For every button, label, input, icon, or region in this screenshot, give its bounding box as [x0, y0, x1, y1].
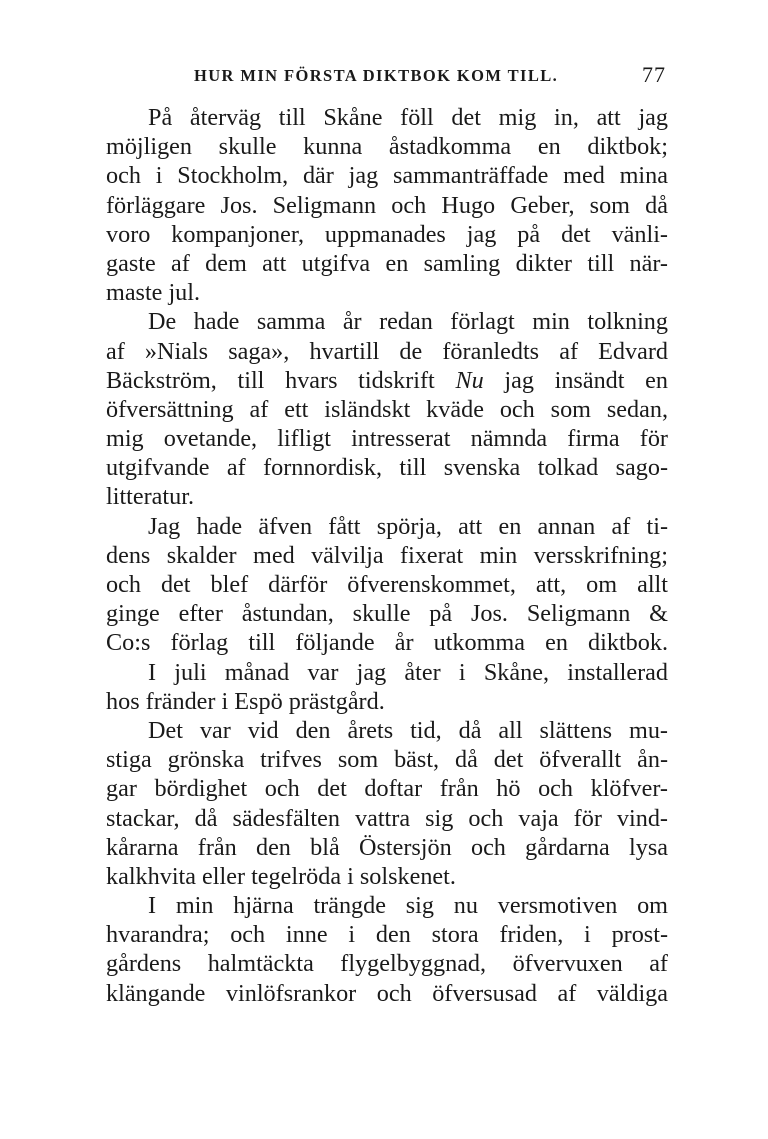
text-line: hvarandra; och inne i den stora friden, i prost- — [106, 921, 668, 949]
text-line: utgifvande af fornnordisk, till svenska tolkad sago- — [106, 454, 668, 482]
running-title: HUR MIN FÖRSTA DIKTBOK KOM TILL. — [194, 66, 559, 85]
text-line: litteratur. — [106, 483, 194, 511]
text-line: I juli månad var jag åter i Skåne, installerad — [148, 658, 668, 686]
magazine-title: Nu — [455, 366, 484, 394]
text-line: Det var vid den årets tid, då all slättens mu- — [148, 716, 668, 744]
text-line: möjligen skulle kunna åstadkomma en diktbok; — [106, 133, 668, 161]
text-line: öfversättning af ett isländskt kväde och som sedan, — [106, 395, 668, 423]
text-line: På återväg till Skåne föll det mig in, att jag — [148, 104, 668, 131]
page-number: 77 — [642, 62, 666, 87]
text-line: gårdens halmtäckta flygelbyggnad, öfvervuxen af — [106, 950, 668, 978]
text-line: kalkhvita eller tegelröda i solskenet. — [106, 862, 456, 890]
running-head — [106, 64, 668, 94]
text-line: stiga grönska trifves som bäst, då det öfverallt ån- — [106, 746, 668, 774]
text-line: Co:s förlag till följande år utkomma en diktbok. — [106, 629, 668, 657]
text-line: och i Stockholm, där jag sammanträffade med mina — [106, 162, 668, 190]
text-line: gar bördighet och det doftar från hö och klöfver- — [106, 775, 668, 803]
text-line: voro kompanjoner, uppmanades jag på det vänli- — [106, 220, 668, 248]
text-line: ginge efter åstundan, skulle på Jos. Seligmann & — [106, 600, 668, 628]
text-line: mig ovetande, lifligt intresserat nämnda firma för — [106, 425, 668, 453]
body-text — [106, 103, 668, 1008]
text-line: I min hjärna trängde sig nu versmotiven om — [148, 892, 668, 920]
text-line: gaste af dem att utgifva en samling dikter till när- — [106, 249, 668, 277]
text-line: De hade samma år redan förlagt min tolkning — [148, 308, 668, 336]
text-line: kårarna från den blå Östersjön och gårdarna lysa — [106, 833, 668, 861]
text-line: dens skalder med välvilja fixerat min versskrifning; — [106, 541, 668, 569]
text-line: stackar, då sädesfälten vattra sig och vaja för vind- — [106, 804, 668, 832]
text-line: klängande vinlöfsrankor och öfversusad af väldiga — [106, 979, 668, 1007]
text-line: af »Nials saga», hvartill de föranledts af Edvard — [106, 337, 668, 365]
text-line: Bäckström, till hvars tidskrift Nu jag insändt en — [106, 366, 668, 394]
text-line: maste jul. — [106, 279, 201, 307]
text-line: förläggare Jos. Seligmann och Hugo Geber, som då — [106, 191, 668, 219]
text-line: Jag hade äfven fått spörja, att en annan af ti- — [148, 512, 668, 540]
text-line: och det blef därför öfverenskommet, att, om allt — [106, 571, 668, 598]
text-line: hos fränder i Espö prästgård. — [106, 687, 385, 715]
